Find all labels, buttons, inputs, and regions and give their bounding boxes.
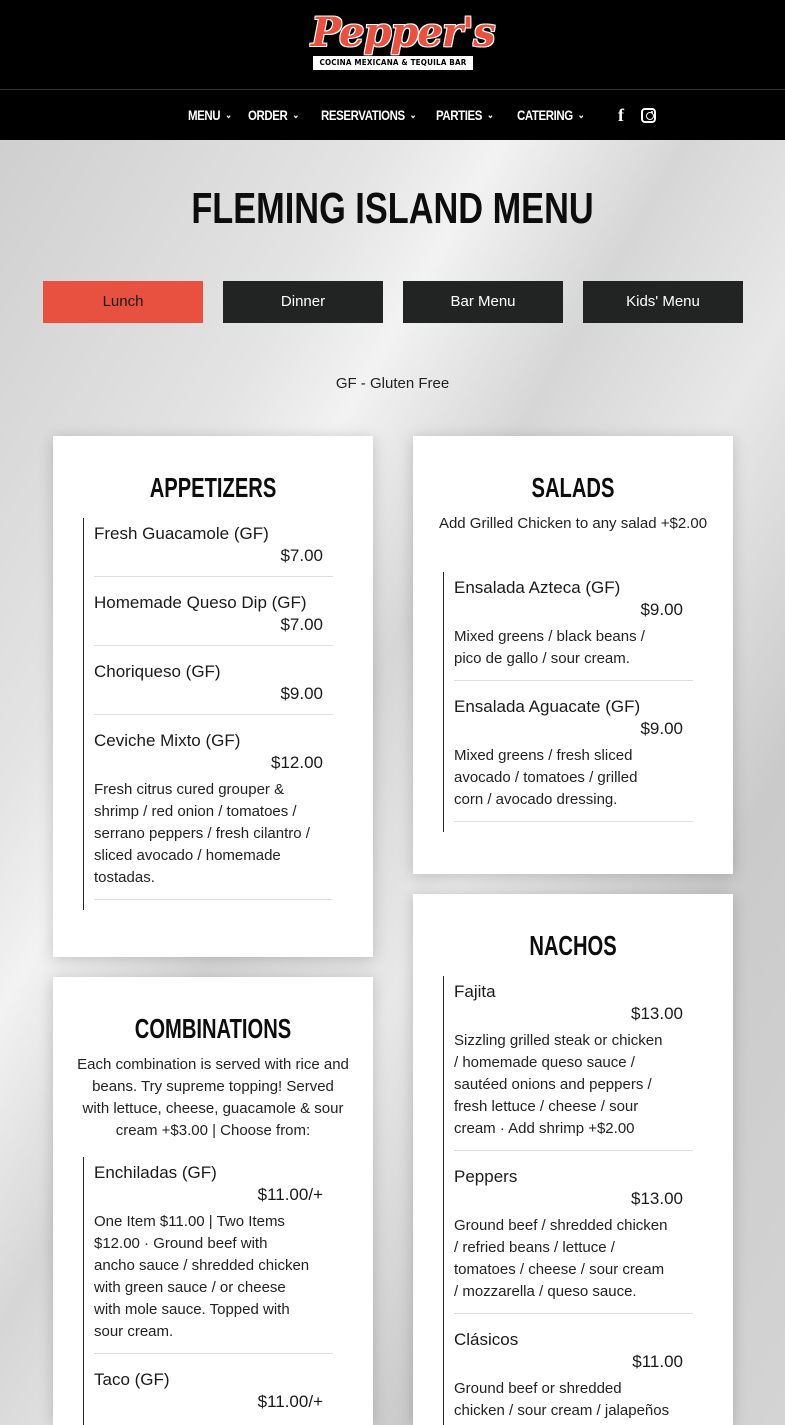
item-name: Ensalada Azteca (GF) xyxy=(454,578,621,597)
page-title: FLEMING ISLAND MENU xyxy=(191,184,594,233)
appetizers-list xyxy=(83,518,333,910)
section-title: COMBINATIONS xyxy=(134,1013,292,1044)
tab-lunch[interactable]: Lunch xyxy=(43,281,203,323)
nav-item-catering[interactable] xyxy=(517,107,585,123)
item-price: $7.00 xyxy=(280,615,323,634)
chevron-down-icon: ⌄ xyxy=(292,109,299,121)
chevron-down-icon: ⌄ xyxy=(409,109,417,121)
item-price: $13.00 xyxy=(631,1189,683,1208)
item-price: $9.00 xyxy=(640,719,683,738)
section-title: APPETIZERS xyxy=(149,472,277,503)
item-description: Ground beef or shredded chicken / sour cream / jalapeños xyxy=(454,1380,670,1419)
logo[interactable] xyxy=(311,8,495,80)
nav-item-order[interactable] xyxy=(248,107,299,123)
nachos-card xyxy=(413,894,733,1425)
menu-item xyxy=(94,725,333,900)
menu-item xyxy=(94,1364,333,1422)
menu-item xyxy=(94,518,333,577)
chevron-down-icon: ⌄ xyxy=(577,109,585,121)
nav-item-label: CATERING xyxy=(517,107,573,123)
nav-item-label: RESERVATIONS xyxy=(321,107,405,123)
item-description: Sizzling grilled steak or chicken / homemade queso sauce / sautéed onions and peppers / fresh lettuce / cheese / sour cream · Add shrimp +$2.00 xyxy=(454,1032,663,1137)
main-nav xyxy=(0,90,785,140)
item-name: Taco (GF) xyxy=(94,1370,170,1389)
item-name: Clásicos xyxy=(454,1330,519,1349)
chevron-down-icon: ⌄ xyxy=(225,109,232,121)
nav-item-label: ORDER xyxy=(248,107,288,123)
menu-item xyxy=(94,587,333,646)
menu-item xyxy=(94,656,333,715)
logo-tagline: COCINA MEXICANA & TEQUILA BAR xyxy=(313,56,473,70)
nav-item-parties[interactable] xyxy=(436,107,494,123)
tab-bar-menu[interactable]: Bar Menu xyxy=(403,281,563,323)
item-price: $7.00 xyxy=(280,546,323,565)
section-title: NACHOS xyxy=(529,930,617,961)
item-description: Mixed greens / fresh sliced avocado / tomatoes / grilled corn / avocado dressing. xyxy=(454,747,638,808)
item-description: Fresh citrus cured grouper & shrimp / red onion / tomatoes / serrano peppers / fresh cilantro / sliced avocado / homemade tostadas. xyxy=(94,781,310,886)
item-price: $13.00 xyxy=(631,1004,683,1023)
appetizers-card xyxy=(53,436,373,957)
salads-list xyxy=(443,572,693,832)
nav-item-menu[interactable] xyxy=(188,107,232,123)
item-price: $11.00/+ xyxy=(257,1392,323,1411)
nav-item-label: PARTIES xyxy=(436,107,483,123)
item-price: $12.00 xyxy=(271,753,323,772)
item-name: Ceviche Mixto (GF) xyxy=(94,731,241,750)
item-description: Ground beef / shredded chicken / refried beans / lettuce / tomatoes / cheese / sour cream / mozzarella / queso sauce. xyxy=(454,1217,668,1300)
item-price: $11.00/+ xyxy=(257,1185,323,1204)
item-name: Enchiladas (GF) xyxy=(94,1163,217,1182)
item-name: Homemade Queso Dip (GF) xyxy=(94,593,307,612)
gluten-free-note: GF - Gluten Free xyxy=(335,375,450,392)
item-name: Ensalada Aguacate (GF) xyxy=(454,697,641,716)
section-note: Each combination is served with rice and beans. Try supreme topping! Served with lettuce, cheese, guacamole & sour cream +$3.00 | Choose from: xyxy=(77,1056,349,1139)
chevron-down-icon: ⌄ xyxy=(486,109,494,121)
header-bar xyxy=(0,0,785,90)
menu-item xyxy=(94,1157,333,1354)
item-price: $11.00 xyxy=(632,1352,683,1371)
item-description: Mixed greens / black beans / pico de gallo / sour cream. xyxy=(454,628,645,667)
item-name: Choriqueso (GF) xyxy=(94,662,221,681)
facebook-icon[interactable]: f xyxy=(618,104,624,125)
item-price: $9.00 xyxy=(640,600,683,619)
menu-item xyxy=(454,1324,693,1425)
item-price: $9.00 xyxy=(280,684,323,703)
nav-item-label: MENU xyxy=(188,107,221,123)
combinations-list xyxy=(83,1157,333,1425)
combinations-card xyxy=(53,977,373,1425)
nachos-list xyxy=(443,976,693,1425)
nav-item-reservations[interactable] xyxy=(321,107,417,123)
section-title: SALADS xyxy=(531,472,615,503)
item-description: One Item $11.00 | Two Items $12.00 · Ground beef with ancho sauce / shredded chicken with green sauce / or cheese with mole sauce. Topped with sour cream. xyxy=(94,1213,310,1340)
item-name: Fajita xyxy=(454,982,496,1001)
logo-wordmark: Pepper's xyxy=(311,9,495,56)
tab-kids-menu[interactable]: Kids' Menu xyxy=(583,281,743,323)
menu-item xyxy=(454,976,693,1151)
instagram-icon[interactable] xyxy=(641,108,656,123)
item-name: Fresh Guacamole (GF) xyxy=(94,524,269,543)
tab-dinner[interactable]: Dinner xyxy=(223,281,383,323)
item-name: Peppers xyxy=(454,1167,518,1186)
menu-item xyxy=(454,1161,693,1314)
salads-card xyxy=(413,436,733,874)
menu-item xyxy=(454,572,693,681)
menu-item xyxy=(454,691,693,822)
section-note: Add Grilled Chicken to any salad +$2.00 xyxy=(438,515,708,532)
